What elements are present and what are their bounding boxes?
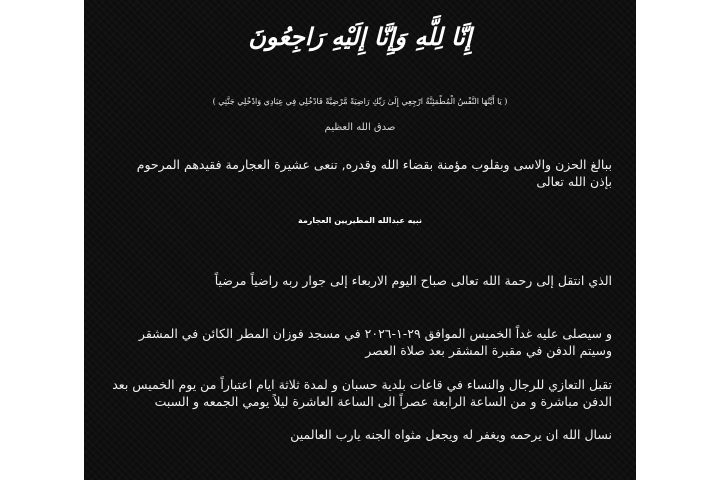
prayer-line-2: وسيتم الدفن في مقبرة المشقر بعد صلاة العصر	[365, 343, 612, 358]
deceased-name: نبيه عبدالله المطيريين العجارمة	[297, 216, 422, 225]
condolences-paragraph	[97, 376, 612, 410]
obituary-card	[84, 0, 636, 480]
verse-closing: صدق الله العظيم	[324, 122, 396, 133]
death-notice-line: الذي انتقل إلى رحمة الله تعالى صباح اليوم الاربعاء إلى جوار ربه راضياً مرضياً	[214, 273, 612, 288]
condolence-line-2: الدفن مباشرة و من الساعة الرابعة عصراً الى الساعة العاشرة ليلاً يومي الجمعه و السبت	[154, 394, 612, 409]
death-notice-paragraph	[97, 272, 612, 289]
intro-line-1: ببالغ الحزن والاسى وبقلوب مؤمنة بقضاء الله وقدره, تنعى عشيرة العجارمة فقيدهم المرحوم	[136, 157, 612, 172]
intro-line-2: بإذن الله تعالى	[536, 174, 612, 189]
intro-paragraph	[97, 156, 612, 190]
closing-prayer-paragraph	[97, 426, 612, 443]
calligraphy-title: إِنَّا لِلَّهِ وَإِنَّا إِلَيْهِ رَاجِعُونَ	[248, 22, 472, 51]
prayer-line-1: و سيصلى عليه غداً الخميس الموافق ٢٩-١-٢٠٢٦ في مسجد فوزان المطر الكائن في المشقر	[138, 326, 612, 341]
funeral-prayer-paragraph	[97, 325, 612, 359]
condolence-line-1: تقبل التعازي للرجال والنساء في قاعات بلدية حسبان و لمدة ثلاثة ايام اعتباراً من يوم الخميس بعد	[112, 377, 612, 392]
closing-line: نسال الله ان يرحمه ويغفر له ويجعل مثواه الجنه يارب العالمين	[290, 427, 612, 442]
quran-verse: ( يَا أَيَّتُهَا النَّفْسُ الْمُطْمَئِنَّةُ ارْجِعِي إِلَىٰ رَبِّكِ رَاضِيَةً مَّرْضِيَّةً فَادْخُلِي فِي عِبَادِي وَادْخُلِي جَنَّتِي )	[212, 97, 508, 106]
